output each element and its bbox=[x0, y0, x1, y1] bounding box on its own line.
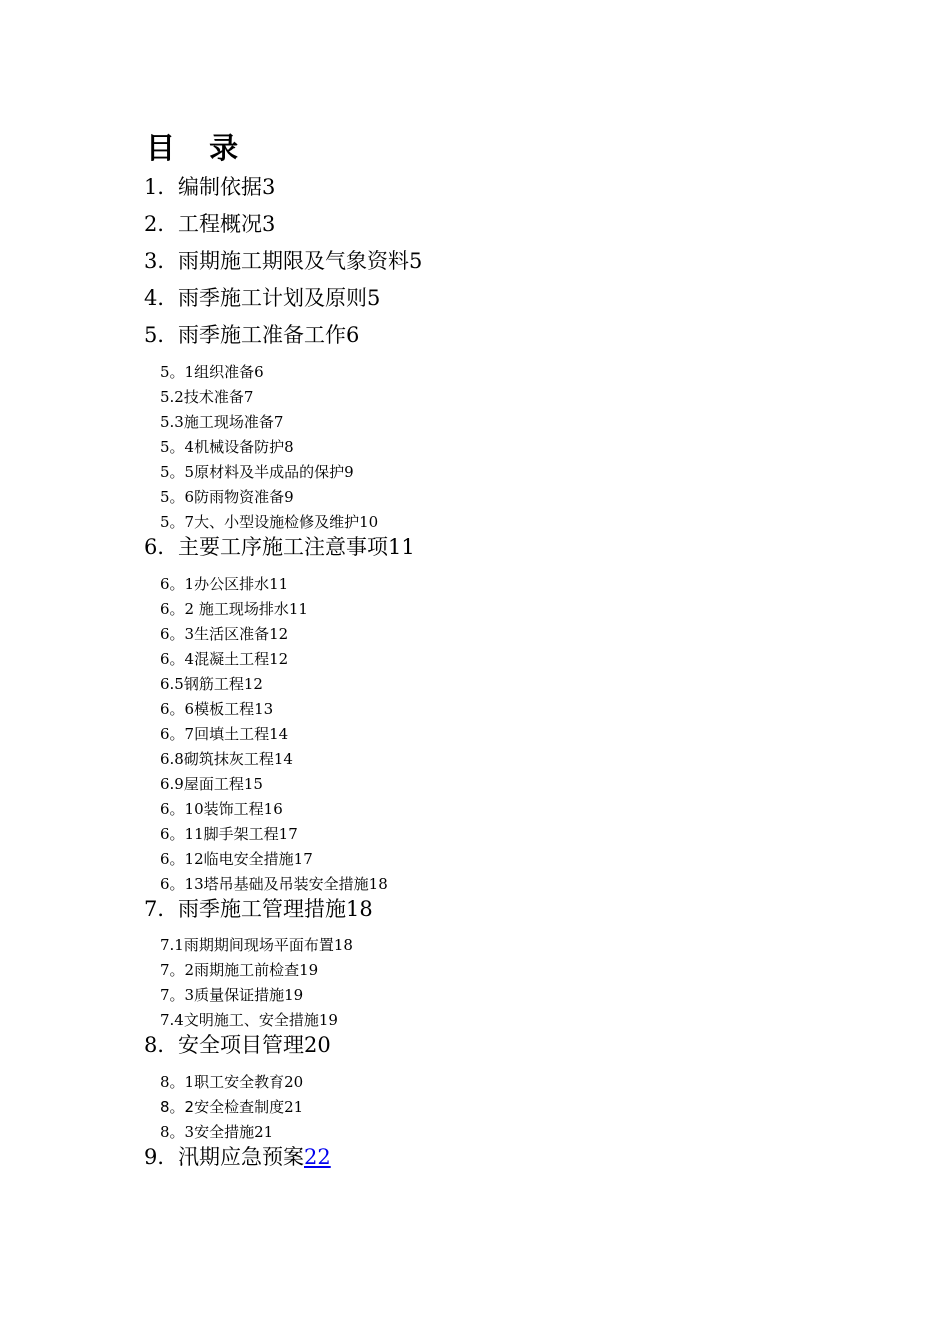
toc-subentry-6-7[interactable] bbox=[160, 724, 288, 744]
toc-subentry-7-3[interactable] bbox=[160, 985, 303, 1005]
toc-entry-number: 6。6 bbox=[160, 700, 195, 718]
toc-subentry-7-4[interactable] bbox=[160, 1010, 338, 1030]
toc-entry-text: 装饰工程 bbox=[203, 800, 264, 818]
toc-entry-page: 15 bbox=[243, 775, 263, 793]
toc-entry-number: 5。4 bbox=[160, 438, 195, 456]
toc-entry-number: 6。13 bbox=[160, 875, 204, 893]
toc-entry-page: 5 bbox=[409, 249, 423, 273]
toc-subentry-6-1[interactable] bbox=[160, 574, 288, 594]
toc-entry-number: 7． bbox=[144, 897, 179, 921]
toc-subentry-5-3[interactable] bbox=[160, 412, 283, 432]
toc-entry-page-link[interactable]: 22 bbox=[304, 1145, 331, 1169]
toc-entry-text: 机械设备防护 bbox=[194, 438, 285, 456]
toc-entry-page: 19 bbox=[284, 986, 304, 1004]
toc-entry-page: 14 bbox=[273, 750, 293, 768]
toc-entry-text: 文明施工、安全措施 bbox=[183, 1011, 319, 1029]
toc-entry-text: 塔吊基础及吊装安全措施 bbox=[203, 875, 369, 893]
toc-entry-page: 5 bbox=[367, 286, 381, 310]
toc-entry-page: 21 bbox=[284, 1098, 304, 1116]
toc-entry-number: 5。7 bbox=[160, 513, 195, 531]
toc-entry-number: 8． bbox=[144, 1033, 179, 1057]
toc-entry-number: 7。3 bbox=[160, 986, 195, 1004]
toc-entry-7[interactable] bbox=[144, 896, 373, 922]
toc-entry-page: 11 bbox=[288, 600, 308, 618]
toc-entry-9[interactable] bbox=[144, 1144, 331, 1170]
toc-subentry-8-2[interactable] bbox=[160, 1097, 303, 1117]
toc-entry-text: 屋面工程 bbox=[183, 775, 244, 793]
toc-entry-number: 4． bbox=[144, 286, 179, 310]
toc-entry-text: 雨季施工管理措施 bbox=[178, 897, 346, 921]
toc-entry-text: 钢筋工程 bbox=[183, 675, 244, 693]
toc-entry-number: 6。1 bbox=[160, 575, 195, 593]
toc-entry-page: 18 bbox=[368, 875, 388, 893]
toc-entry-number: 6。10 bbox=[160, 800, 204, 818]
toc-entry-number: 6。3 bbox=[160, 625, 195, 643]
toc-entry-number: 7.4 bbox=[160, 1011, 184, 1029]
toc-entry-page: 7 bbox=[243, 388, 254, 406]
toc-entry-text: 临电安全措施 bbox=[203, 850, 294, 868]
toc-subentry-5-6[interactable] bbox=[160, 487, 294, 507]
toc-entry-page: 20 bbox=[304, 1033, 331, 1057]
toc-entry-page: 21 bbox=[254, 1123, 274, 1141]
toc-subentry-6-2[interactable] bbox=[160, 599, 308, 619]
toc-entry-number: 6． bbox=[144, 535, 179, 559]
toc-entry-page: 13 bbox=[254, 700, 274, 718]
toc-entry-5[interactable] bbox=[144, 322, 359, 348]
toc-subentry-7-1[interactable] bbox=[160, 935, 353, 955]
toc-subentry-7-2[interactable] bbox=[160, 960, 318, 980]
toc-entry-text: 原材料及半成品的保护 bbox=[194, 463, 345, 481]
toc-entry-number: 5.2 bbox=[160, 388, 184, 406]
toc-entry-2[interactable] bbox=[144, 211, 275, 237]
toc-subentry-5-7[interactable] bbox=[160, 512, 378, 532]
toc-entry-number: 6.5 bbox=[160, 675, 184, 693]
toc-entry-number: 6.8 bbox=[160, 750, 184, 768]
toc-entry-page: 7 bbox=[273, 413, 284, 431]
toc-entry-number: 6.9 bbox=[160, 775, 184, 793]
toc-entry-text: 安全项目管理 bbox=[178, 1033, 304, 1057]
toc-entry-text: 砌筑抹灰工程 bbox=[183, 750, 274, 768]
toc-subentry-8-1[interactable] bbox=[160, 1072, 303, 1092]
toc-subentry-6-5[interactable] bbox=[160, 674, 263, 694]
toc-entry-page: 6 bbox=[346, 323, 360, 347]
toc-entry-page: 11 bbox=[269, 575, 289, 593]
toc-entry-page: 3 bbox=[262, 175, 276, 199]
toc-entry-number: 1． bbox=[144, 175, 179, 199]
toc-entry-number: 5。1 bbox=[160, 363, 195, 381]
toc-entry-text: 工程概况 bbox=[178, 212, 262, 236]
toc-entry-text: 混凝土工程 bbox=[194, 650, 270, 668]
toc-entry-page: 20 bbox=[284, 1073, 304, 1091]
toc-entry-number: 8。3 bbox=[160, 1123, 195, 1141]
toc-entry-number: 6。11 bbox=[160, 825, 204, 843]
toc-entry-page: 18 bbox=[346, 897, 373, 921]
toc-entry-page: 16 bbox=[263, 800, 283, 818]
toc-entry-text: 主要工序施工注意事项 bbox=[178, 535, 388, 559]
toc-entry-1[interactable] bbox=[144, 174, 275, 200]
toc-entry-text: 施工现场排水 bbox=[194, 600, 289, 618]
toc-entry-page: 18 bbox=[333, 936, 353, 954]
toc-subentry-6-10[interactable] bbox=[160, 799, 283, 819]
toc-entry-number: 6。12 bbox=[160, 850, 204, 868]
toc-entry-text: 汛期应急预案 bbox=[178, 1145, 304, 1169]
toc-entry-text: 施工现场准备 bbox=[183, 413, 274, 431]
toc-entry-text: 雨期期间现场平面布置 bbox=[183, 936, 334, 954]
toc-entry-text: 生活区准备 bbox=[194, 625, 270, 643]
toc-entry-text: 质量保证措施 bbox=[194, 986, 285, 1004]
toc-entry-text: 防雨物资准备 bbox=[194, 488, 285, 506]
toc-entry-page: 12 bbox=[269, 650, 289, 668]
toc-subentry-6-12[interactable] bbox=[160, 849, 313, 869]
toc-entry-text: 办公区排水 bbox=[194, 575, 270, 593]
toc-subentry-6-6[interactable] bbox=[160, 699, 273, 719]
toc-entry-page: 8 bbox=[284, 438, 294, 456]
toc-entry-page: 19 bbox=[299, 961, 319, 979]
toc-entry-page: 12 bbox=[243, 675, 263, 693]
toc-entry-text: 职工安全教育 bbox=[194, 1073, 285, 1091]
toc-entry-page: 19 bbox=[318, 1011, 338, 1029]
toc-entry-page: 6 bbox=[254, 363, 264, 381]
toc-entry-number: 6。2 bbox=[160, 600, 195, 618]
toc-entry-number: 5。6 bbox=[160, 488, 195, 506]
toc-entry-text: 雨期施工前检查 bbox=[194, 961, 300, 979]
toc-entry-number: 5。5 bbox=[160, 463, 195, 481]
toc-subentry-5-4[interactable] bbox=[160, 437, 294, 457]
toc-subentry-5-5[interactable] bbox=[160, 462, 354, 482]
toc-entry-page: 14 bbox=[269, 725, 289, 743]
toc-entry-number: 7。2 bbox=[160, 961, 195, 979]
toc-entry-number: 5.3 bbox=[160, 413, 184, 431]
toc-entry-number: 6。4 bbox=[160, 650, 195, 668]
toc-entry-number: 9． bbox=[144, 1145, 179, 1169]
toc-subentry-6-11[interactable] bbox=[160, 824, 298, 844]
toc-entry-text: 模板工程 bbox=[194, 700, 255, 718]
toc-entry-text: 雨季施工计划及原则 bbox=[178, 286, 367, 310]
toc-entry-text: 安全检查制度 bbox=[194, 1098, 285, 1116]
toc-entry-text: 雨季施工准备工作 bbox=[178, 323, 346, 347]
toc-entry-number: 2． bbox=[144, 212, 179, 236]
toc-entry-8[interactable] bbox=[144, 1032, 331, 1058]
toc-entry-3[interactable] bbox=[144, 248, 422, 274]
toc-entry-number: 8。2 bbox=[160, 1098, 195, 1116]
toc-entry-text: 技术准备 bbox=[183, 388, 244, 406]
toc-subentry-5-2[interactable] bbox=[160, 387, 253, 407]
toc-entry-number: 3． bbox=[144, 249, 179, 273]
toc-subentry-6-4[interactable] bbox=[160, 649, 288, 669]
toc-entry-text: 脚手架工程 bbox=[203, 825, 279, 843]
toc-entry-text: 雨期施工期限及气象资料 bbox=[178, 249, 409, 273]
toc-entry-text: 安全措施 bbox=[194, 1123, 255, 1141]
toc-entry-page: 11 bbox=[388, 535, 415, 559]
toc-entry-page: 9 bbox=[284, 488, 294, 506]
toc-entry-page: 9 bbox=[344, 463, 354, 481]
toc-subentry-6-13[interactable] bbox=[160, 874, 388, 894]
toc-entry-text: 大、小型设施检修及维护 bbox=[194, 513, 360, 531]
toc-entry-number: 7.1 bbox=[160, 936, 184, 954]
toc-entry-number: 6。7 bbox=[160, 725, 195, 743]
toc-subentry-6-9[interactable] bbox=[160, 774, 263, 794]
toc-entry-number: 8。1 bbox=[160, 1073, 195, 1091]
toc-entry-page: 17 bbox=[278, 825, 298, 843]
toc-entry-page: 3 bbox=[262, 212, 276, 236]
toc-subentry-6-3[interactable] bbox=[160, 624, 288, 644]
toc-entry-page: 12 bbox=[269, 625, 289, 643]
toc-subentry-8-3[interactable] bbox=[160, 1122, 273, 1142]
toc-entry-page: 10 bbox=[359, 513, 379, 531]
toc-entry-text: 组织准备 bbox=[194, 363, 255, 381]
toc-entry-page: 17 bbox=[293, 850, 313, 868]
toc-subentry-5-1[interactable] bbox=[160, 362, 264, 382]
toc-entry-number: 5． bbox=[144, 323, 179, 347]
toc-title: 目 录 bbox=[146, 131, 251, 165]
toc-entry-6[interactable] bbox=[144, 534, 415, 560]
toc-entry-4[interactable] bbox=[144, 285, 380, 311]
toc-subentry-6-8[interactable] bbox=[160, 749, 293, 769]
toc-entry-text: 编制依据 bbox=[178, 175, 262, 199]
toc-entry-text: 回填土工程 bbox=[194, 725, 270, 743]
